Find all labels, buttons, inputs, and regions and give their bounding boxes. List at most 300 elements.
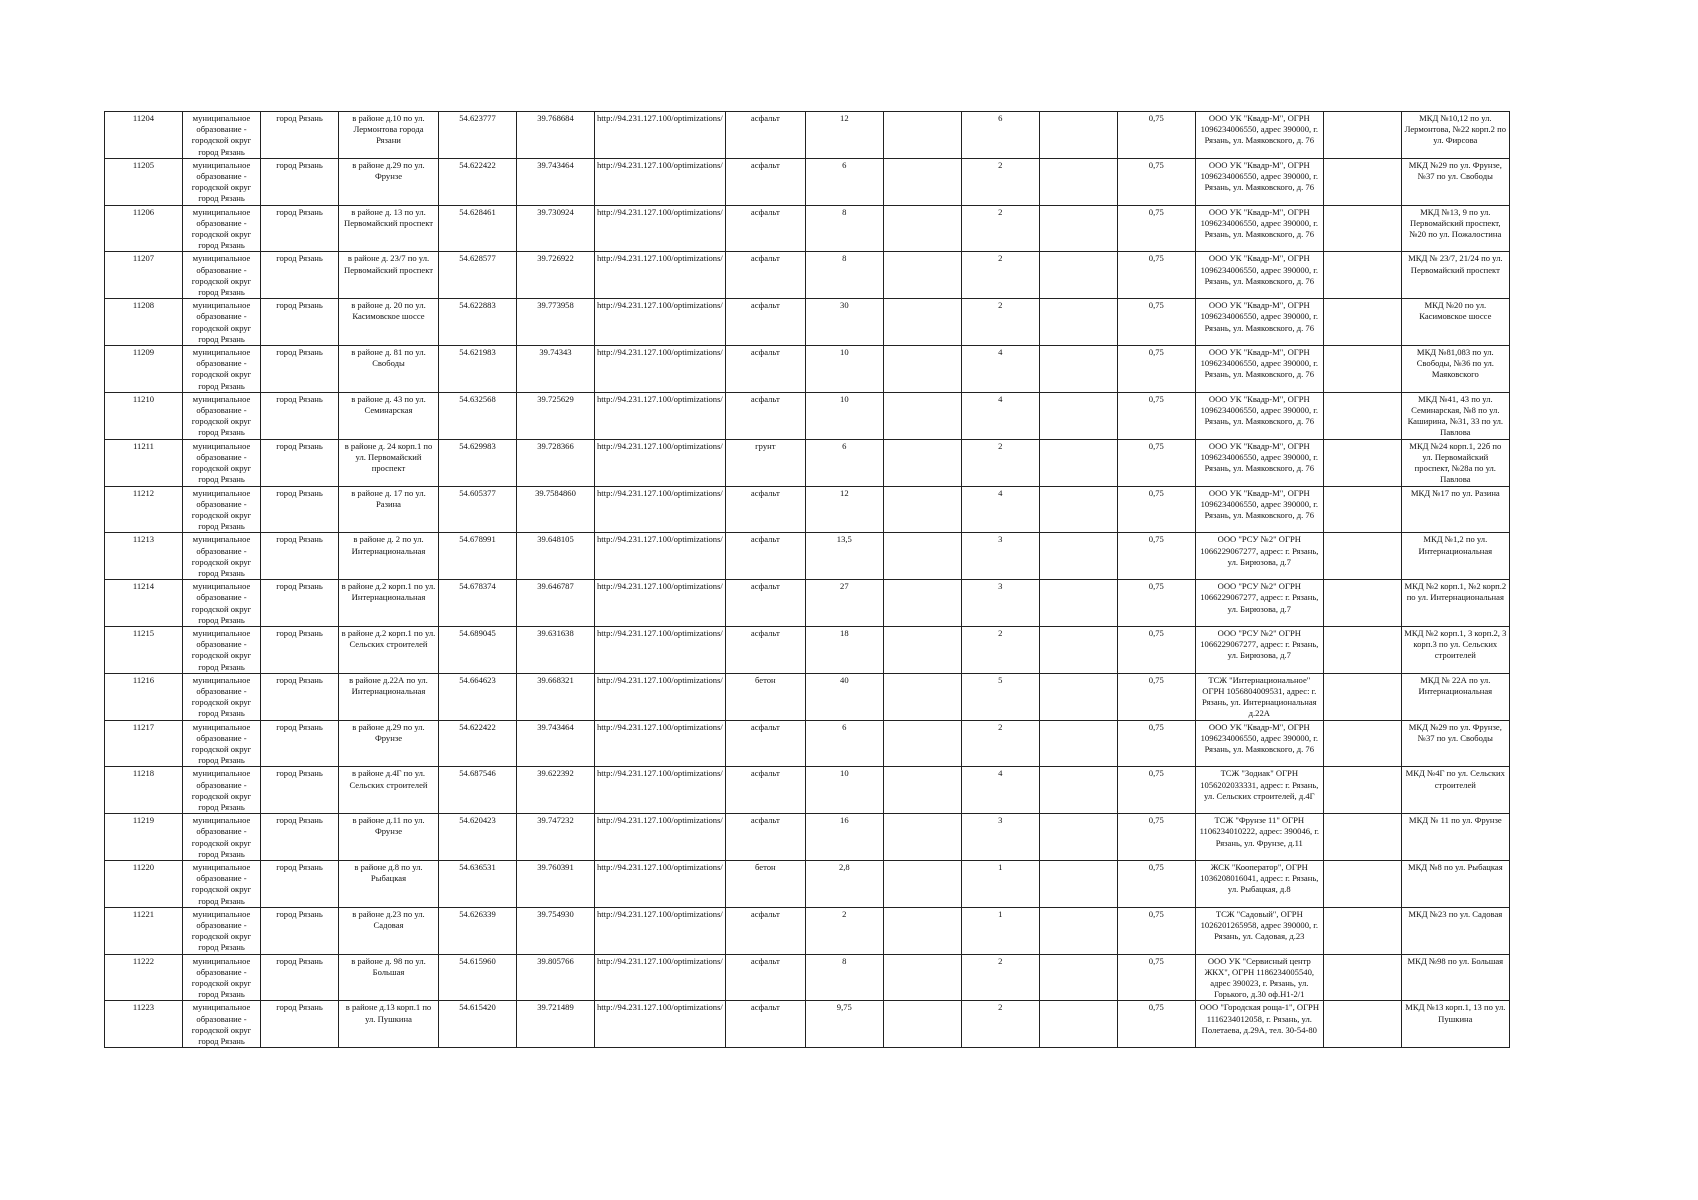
surface-cell: бетон [725,861,805,908]
surface-cell: асфальт [725,392,805,439]
id-cell: 11212 [105,486,183,533]
area-cell: 40 [805,673,883,720]
municipality-cell: муниципальное образование - городской округ город Рязань [183,861,261,908]
operator-cell: ТСЖ "Садовый", ОГРН 1026201265958, адрес 390000, г. Рязань, ул. Садовая, д.23 [1195,907,1323,954]
empty-cell-1 [883,814,961,861]
empty-cell-3 [1323,720,1401,767]
containers-cell: 2 [961,205,1039,252]
location-cell: в районе д. 17 по ул. Разина [339,486,439,533]
surface-cell: асфальт [725,720,805,767]
empty-cell-3 [1323,486,1401,533]
surface-cell: асфальт [725,252,805,299]
empty-cell-3 [1323,299,1401,346]
buildings-cell: МКД №1,2 по ул. Интернациональная [1401,533,1509,580]
latitude-cell: 54.687546 [439,767,517,814]
id-cell: 11204 [105,112,183,159]
operator-cell: ТСЖ "Фрунзе 11" ОГРН 1106234010222, адрес: 390046, г. Рязань, ул. Фрунзе, д.11 [1195,814,1323,861]
volume-cell: 0,75 [1117,158,1195,205]
volume-cell: 0,75 [1117,626,1195,673]
empty-cell-2 [1039,112,1117,159]
buildings-cell: МКД №13 корп.1, 13 по ул. Пушкина [1401,1001,1509,1048]
city-cell: город Рязань [261,392,339,439]
empty-cell-3 [1323,580,1401,627]
longitude-cell: 39.728366 [517,439,595,486]
municipality-cell: муниципальное образование - городской округ город Рязань [183,720,261,767]
empty-cell-3 [1323,346,1401,393]
empty-cell-2 [1039,861,1117,908]
table-row [105,720,1510,767]
empty-cell-1 [883,673,961,720]
location-cell: в районе д. 2 по ул. Интернациональная [339,533,439,580]
operator-cell: ООО УК "Квадр-М", ОГРН 1096234006550, адрес 390000, г. Рязань, ул. Маяковского, д. 76 [1195,439,1323,486]
volume-cell: 0,75 [1117,954,1195,1001]
municipality-cell: муниципальное образование - городской округ город Рязань [183,252,261,299]
empty-cell-1 [883,299,961,346]
empty-cell-1 [883,580,961,627]
latitude-cell: 54.622422 [439,158,517,205]
id-cell: 11210 [105,392,183,439]
operator-cell: ООО УК "Квадр-М", ОГРН 1096234006550, адрес 390000, г. Рязань, ул. Маяковского, д. 76 [1195,486,1323,533]
url-cell: http://94.231.127.100/optimizations/ [595,439,726,486]
url-cell: http://94.231.127.100/optimizations/ [595,580,726,627]
surface-cell: асфальт [725,814,805,861]
operator-cell: ЖСК "Кооператор", ОГРН 1036208016041, адрес: г. Рязань, ул. Рыбацкая, д.8 [1195,861,1323,908]
url-cell: http://94.231.127.100/optimizations/ [595,346,726,393]
operator-cell: ООО "РСУ №2" ОГРН 1066229067277, адрес: г. Рязань, ул. Бирюзова, д.7 [1195,626,1323,673]
empty-cell-3 [1323,1001,1401,1048]
empty-cell-3 [1323,439,1401,486]
containers-cell: 2 [961,626,1039,673]
empty-cell-3 [1323,626,1401,673]
table-row [105,205,1510,252]
municipality-cell: муниципальное образование - городской округ город Рязань [183,814,261,861]
location-cell: в районе д.22А по ул. Интернациональная [339,673,439,720]
latitude-cell: 54.628577 [439,252,517,299]
municipality-cell: муниципальное образование - городской округ город Рязань [183,346,261,393]
id-cell: 11221 [105,907,183,954]
area-cell: 9,75 [805,1001,883,1048]
latitude-cell: 54.632568 [439,392,517,439]
url-cell: http://94.231.127.100/optimizations/ [595,392,726,439]
latitude-cell: 54.626339 [439,907,517,954]
latitude-cell: 54.622883 [439,299,517,346]
location-cell: в районе д.29 по ул. Фрунзе [339,720,439,767]
surface-cell: асфальт [725,486,805,533]
longitude-cell: 39.631638 [517,626,595,673]
url-cell: http://94.231.127.100/optimizations/ [595,1001,726,1048]
longitude-cell: 39.721489 [517,1001,595,1048]
id-cell: 11208 [105,299,183,346]
municipality-cell: муниципальное образование - городской округ город Рязань [183,439,261,486]
area-cell: 10 [805,346,883,393]
volume-cell: 0,75 [1117,486,1195,533]
table-row [105,439,1510,486]
latitude-cell: 54.629983 [439,439,517,486]
empty-cell-1 [883,861,961,908]
empty-cell-2 [1039,346,1117,393]
url-cell: http://94.231.127.100/optimizations/ [595,486,726,533]
area-cell: 10 [805,767,883,814]
id-cell: 11220 [105,861,183,908]
table-row [105,112,1510,159]
table-row [105,158,1510,205]
latitude-cell: 54.623777 [439,112,517,159]
latitude-cell: 54.615960 [439,954,517,1001]
surface-cell: грунт [725,439,805,486]
area-cell: 12 [805,486,883,533]
surface-cell: асфальт [725,954,805,1001]
municipality-cell: муниципальное образование - городской округ город Рязань [183,533,261,580]
area-cell: 13,5 [805,533,883,580]
containers-cell: 2 [961,252,1039,299]
longitude-cell: 39.760391 [517,861,595,908]
table-row [105,299,1510,346]
url-cell: http://94.231.127.100/optimizations/ [595,861,726,908]
empty-cell-3 [1323,767,1401,814]
buildings-cell: МКД № 23/7, 21/24 по ул. Первомайский проспект [1401,252,1509,299]
id-cell: 11205 [105,158,183,205]
registry-table [104,111,1510,1048]
municipality-cell: муниципальное образование - городской округ город Рязань [183,205,261,252]
city-cell: город Рязань [261,112,339,159]
city-cell: город Рязань [261,954,339,1001]
area-cell: 2,8 [805,861,883,908]
latitude-cell: 54.621983 [439,346,517,393]
city-cell: город Рязань [261,533,339,580]
empty-cell-2 [1039,299,1117,346]
empty-cell-3 [1323,112,1401,159]
id-cell: 11219 [105,814,183,861]
area-cell: 18 [805,626,883,673]
latitude-cell: 54.628461 [439,205,517,252]
operator-cell: ТСЖ "Интернациональное" ОГРН 1056804009531, адрес: г. Рязань, ул. Интернациональная д.22А [1195,673,1323,720]
containers-cell: 2 [961,158,1039,205]
municipality-cell: муниципальное образование - городской округ город Рязань [183,907,261,954]
city-cell: город Рязань [261,767,339,814]
area-cell: 30 [805,299,883,346]
surface-cell: асфальт [725,1001,805,1048]
volume-cell: 0,75 [1117,346,1195,393]
empty-cell-1 [883,907,961,954]
buildings-cell: МКД №29 по ул. Фрунзе, №37 по ул. Свободы [1401,158,1509,205]
longitude-cell: 39.726922 [517,252,595,299]
area-cell: 8 [805,205,883,252]
url-cell: http://94.231.127.100/optimizations/ [595,954,726,1001]
location-cell: в районе д. 98 по ул. Большая [339,954,439,1001]
longitude-cell: 39.622392 [517,767,595,814]
area-cell: 8 [805,954,883,1001]
latitude-cell: 54.664623 [439,673,517,720]
id-cell: 11213 [105,533,183,580]
longitude-cell: 39.747232 [517,814,595,861]
empty-cell-1 [883,1001,961,1048]
empty-cell-3 [1323,861,1401,908]
containers-cell: 2 [961,954,1039,1001]
containers-cell: 4 [961,486,1039,533]
volume-cell: 0,75 [1117,205,1195,252]
longitude-cell: 39.805766 [517,954,595,1001]
id-cell: 11207 [105,252,183,299]
id-cell: 11214 [105,580,183,627]
url-cell: http://94.231.127.100/optimizations/ [595,205,726,252]
buildings-cell: МКД №8 по ул. Рыбацкая [1401,861,1509,908]
table-row [105,814,1510,861]
url-cell: http://94.231.127.100/optimizations/ [595,767,726,814]
table-row [105,954,1510,1001]
operator-cell: ООО УК "Квадр-М", ОГРН 1096234006550, адрес 390000, г. Рязань, ул. Маяковского, д. 76 [1195,112,1323,159]
empty-cell-3 [1323,205,1401,252]
surface-cell: асфальт [725,299,805,346]
location-cell: в районе д.23 по ул. Садовая [339,907,439,954]
volume-cell: 0,75 [1117,299,1195,346]
table-row [105,580,1510,627]
latitude-cell: 54.605377 [439,486,517,533]
empty-cell-1 [883,346,961,393]
latitude-cell: 54.678374 [439,580,517,627]
url-cell: http://94.231.127.100/optimizations/ [595,907,726,954]
surface-cell: асфальт [725,346,805,393]
area-cell: 27 [805,580,883,627]
latitude-cell: 54.689045 [439,626,517,673]
operator-cell: ООО "РСУ №2" ОГРН 1066229067277, адрес: г. Рязань, ул. Бирюзова, д.7 [1195,533,1323,580]
volume-cell: 0,75 [1117,767,1195,814]
table-row [105,626,1510,673]
empty-cell-2 [1039,1001,1117,1048]
city-cell: город Рязань [261,439,339,486]
longitude-cell: 39.743464 [517,720,595,767]
city-cell: город Рязань [261,673,339,720]
operator-cell: ООО УК "Квадр-М", ОГРН 1096234006550, адрес 390000, г. Рязань, ул. Маяковского, д. 76 [1195,720,1323,767]
municipality-cell: муниципальное образование - городской округ город Рязань [183,1001,261,1048]
volume-cell: 0,75 [1117,673,1195,720]
url-cell: http://94.231.127.100/optimizations/ [595,814,726,861]
city-cell: город Рязань [261,299,339,346]
city-cell: город Рязань [261,626,339,673]
city-cell: город Рязань [261,580,339,627]
city-cell: город Рязань [261,252,339,299]
area-cell: 8 [805,252,883,299]
buildings-cell: МКД № 22А по ул. Интернациональная [1401,673,1509,720]
surface-cell: асфальт [725,626,805,673]
latitude-cell: 54.620423 [439,814,517,861]
location-cell: в районе д.4Г по ул. Сельских строителей [339,767,439,814]
table-row [105,673,1510,720]
volume-cell: 0,75 [1117,112,1195,159]
empty-cell-1 [883,252,961,299]
empty-cell-3 [1323,673,1401,720]
longitude-cell: 39.754930 [517,907,595,954]
location-cell: в районе д. 43 по ул. Семинарская [339,392,439,439]
city-cell: город Рязань [261,1001,339,1048]
table-row [105,486,1510,533]
buildings-cell: МКД №81,083 по ул. Свободы, №36 по ул. Маяковского [1401,346,1509,393]
buildings-cell: МКД №29 по ул. Фрунзе, №37 по ул. Свободы [1401,720,1509,767]
empty-cell-2 [1039,907,1117,954]
location-cell: в районе д.29 по ул. Фрунзе [339,158,439,205]
buildings-cell: МКД №24 корп.1, 22б по ул. Первомайский проспект, №28а по ул. Павлова [1401,439,1509,486]
surface-cell: асфальт [725,767,805,814]
id-cell: 11216 [105,673,183,720]
location-cell: в районе д.10 по ул. Лермонтова города Рязани [339,112,439,159]
empty-cell-2 [1039,767,1117,814]
surface-cell: бетон [725,673,805,720]
table-row [105,533,1510,580]
city-cell: город Рязань [261,814,339,861]
location-cell: в районе д.8 по ул. Рыбацкая [339,861,439,908]
location-cell: в районе д.13 корп.1 по ул. Пушкина [339,1001,439,1048]
buildings-cell: МКД №4Г по ул. Сельских строителей [1401,767,1509,814]
empty-cell-2 [1039,439,1117,486]
area-cell: 12 [805,112,883,159]
table-row [105,1001,1510,1048]
empty-cell-2 [1039,580,1117,627]
buildings-cell: МКД №2 корп.1, №2 корп.2 по ул. Интернациональная [1401,580,1509,627]
location-cell: в районе д. 81 по ул. Свободы [339,346,439,393]
location-cell: в районе д.11 по ул. Фрунзе [339,814,439,861]
containers-cell: 2 [961,1001,1039,1048]
containers-cell: 2 [961,439,1039,486]
buildings-cell: МКД №23 по ул. Садовая [1401,907,1509,954]
municipality-cell: муниципальное образование - городской округ город Рязань [183,299,261,346]
url-cell: http://94.231.127.100/optimizations/ [595,158,726,205]
volume-cell: 0,75 [1117,252,1195,299]
municipality-cell: муниципальное образование - городской округ город Рязань [183,767,261,814]
municipality-cell: муниципальное образование - городской округ город Рязань [183,673,261,720]
surface-cell: асфальт [725,580,805,627]
municipality-cell: муниципальное образование - городской округ город Рязань [183,954,261,1001]
empty-cell-2 [1039,954,1117,1001]
table-row [105,252,1510,299]
city-cell: город Рязань [261,720,339,767]
operator-cell: ООО "Городская роща-1", ОГРН 1116234012058, г. Рязань, ул. Полетаева, д.29А, тел. 30-54-80 [1195,1001,1323,1048]
empty-cell-2 [1039,814,1117,861]
containers-cell: 3 [961,533,1039,580]
empty-cell-3 [1323,158,1401,205]
latitude-cell: 54.622422 [439,720,517,767]
empty-cell-2 [1039,392,1117,439]
empty-cell-1 [883,767,961,814]
city-cell: город Рязань [261,907,339,954]
municipality-cell: муниципальное образование - городской округ город Рязань [183,158,261,205]
municipality-cell: муниципальное образование - городской округ город Рязань [183,486,261,533]
url-cell: http://94.231.127.100/optimizations/ [595,626,726,673]
location-cell: в районе д.2 корп.1 по ул. Интернациональная [339,580,439,627]
area-cell: 6 [805,158,883,205]
surface-cell: асфальт [725,907,805,954]
operator-cell: ООО УК "Квадр-М", ОГРН 1096234006550, адрес 390000, г. Рязань, ул. Маяковского, д. 76 [1195,252,1323,299]
city-cell: город Рязань [261,486,339,533]
city-cell: город Рязань [261,346,339,393]
empty-cell-1 [883,392,961,439]
table-row [105,767,1510,814]
operator-cell: ООО УК "Квадр-М", ОГРН 1096234006550, адрес 390000, г. Рязань, ул. Маяковского, д. 76 [1195,205,1323,252]
longitude-cell: 39.730924 [517,205,595,252]
table-row [105,861,1510,908]
empty-cell-3 [1323,392,1401,439]
id-cell: 11215 [105,626,183,673]
url-cell: http://94.231.127.100/optimizations/ [595,673,726,720]
containers-cell: 3 [961,580,1039,627]
empty-cell-1 [883,486,961,533]
buildings-cell: МКД №17 по ул. Разина [1401,486,1509,533]
buildings-cell: МКД №10,12 по ул. Лермонтова, №22 корп.2 по ул. Фирсова [1401,112,1509,159]
surface-cell: асфальт [725,533,805,580]
buildings-cell: МКД №41, 43 по ул. Семинарская, №8 по ул. Каширина, №31, 33 по ул. Павлова [1401,392,1509,439]
longitude-cell: 39.768684 [517,112,595,159]
latitude-cell: 54.678991 [439,533,517,580]
area-cell: 16 [805,814,883,861]
longitude-cell: 39.648105 [517,533,595,580]
longitude-cell: 39.668321 [517,673,595,720]
containers-cell: 4 [961,767,1039,814]
containers-cell: 5 [961,673,1039,720]
url-cell: http://94.231.127.100/optimizations/ [595,299,726,346]
volume-cell: 0,75 [1117,861,1195,908]
containers-cell: 4 [961,346,1039,393]
id-cell: 11222 [105,954,183,1001]
municipality-cell: муниципальное образование - городской округ город Рязань [183,112,261,159]
empty-cell-3 [1323,814,1401,861]
table-row [105,392,1510,439]
volume-cell: 0,75 [1117,907,1195,954]
empty-cell-1 [883,112,961,159]
containers-cell: 1 [961,861,1039,908]
buildings-cell: МКД №98 по ул. Большая [1401,954,1509,1001]
empty-cell-2 [1039,486,1117,533]
containers-cell: 4 [961,392,1039,439]
table-row [105,907,1510,954]
empty-cell-2 [1039,533,1117,580]
volume-cell: 0,75 [1117,439,1195,486]
empty-cell-1 [883,158,961,205]
area-cell: 6 [805,720,883,767]
id-cell: 11206 [105,205,183,252]
volume-cell: 0,75 [1117,533,1195,580]
id-cell: 11209 [105,346,183,393]
area-cell: 2 [805,907,883,954]
operator-cell: ООО УК "Квадр-М", ОГРН 1096234006550, адрес 390000, г. Рязань, ул. Маяковского, д. 76 [1195,346,1323,393]
longitude-cell: 39.74343 [517,346,595,393]
empty-cell-1 [883,720,961,767]
longitude-cell: 39.646787 [517,580,595,627]
url-cell: http://94.231.127.100/optimizations/ [595,252,726,299]
empty-cell-2 [1039,720,1117,767]
empty-cell-1 [883,439,961,486]
location-cell: в районе д. 24 корп.1 по ул. Первомайский проспект [339,439,439,486]
containers-cell: 6 [961,112,1039,159]
id-cell: 11223 [105,1001,183,1048]
empty-cell-3 [1323,907,1401,954]
city-cell: город Рязань [261,861,339,908]
buildings-cell: МКД № 11 по ул. Фрунзе [1401,814,1509,861]
empty-cell-3 [1323,252,1401,299]
city-cell: город Рязань [261,158,339,205]
longitude-cell: 39.7584860 [517,486,595,533]
buildings-cell: МКД №2 корп.1, 3 корп.2, 3 корп.3 по ул. Сельских строителей [1401,626,1509,673]
empty-cell-1 [883,626,961,673]
volume-cell: 0,75 [1117,580,1195,627]
empty-cell-1 [883,954,961,1001]
area-cell: 10 [805,392,883,439]
latitude-cell: 54.636531 [439,861,517,908]
operator-cell: ООО УК "Сервисный центр ЖКХ", ОГРН 1186234005540, адрес 390023, г. Рязань, ул. Горького, д.30 оф.Н1-2/1 [1195,954,1323,1001]
empty-cell-2 [1039,673,1117,720]
city-cell: город Рязань [261,205,339,252]
empty-cell-2 [1039,205,1117,252]
table-row [105,346,1510,393]
surface-cell: асфальт [725,158,805,205]
id-cell: 11217 [105,720,183,767]
